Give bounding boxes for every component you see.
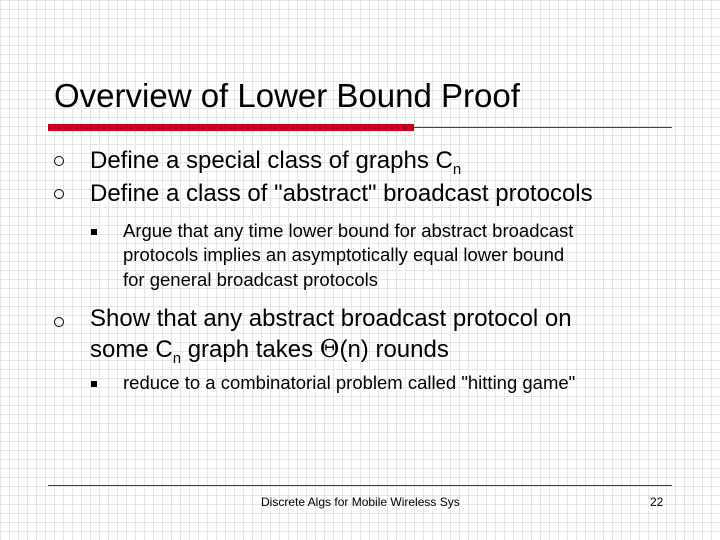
bullet-3-line-1: Show that any abstract broadcast protocol on [90, 305, 572, 332]
bullet-2: Define a class of "abstract" broadcast protocols [90, 180, 593, 207]
hollow-circle-bullet-icon [54, 317, 64, 327]
square-bullet-icon [91, 381, 97, 387]
bullet-3-text-c: (n) rounds [339, 336, 449, 363]
title-underline-thin [414, 127, 672, 128]
footer-rule [48, 485, 672, 486]
sub-bullet-line: for general broadcast protocols [123, 269, 379, 290]
bullet-3-text-a: some C [90, 336, 173, 363]
bullet-1-subscript: n [452, 161, 462, 178]
sub-bullet-line: protocols implies an asymptotically equal lower bound [123, 244, 565, 265]
hollow-circle-bullet-icon [54, 189, 64, 199]
title-underline-thick [48, 124, 414, 131]
bullet-1-text: Define a special class of graphs C [90, 147, 453, 174]
bullet-1 [90, 146, 461, 179]
bullet-3-line-2 [90, 334, 449, 368]
square-bullet-icon [91, 229, 97, 235]
slide-title: Overview of Lower Bound Proof [54, 77, 520, 114]
bullet-3-text-b: graph takes [181, 336, 320, 363]
bullet-3-subscript: n [172, 350, 182, 367]
sub-bullet-line: reduce to a combinatorial problem called "hitting game" [123, 372, 576, 393]
page-number: 22 [650, 495, 664, 509]
hollow-circle-bullet-icon [54, 156, 64, 166]
sub-bullet-line: Argue that any time lower bound for abstract broadcast [123, 220, 574, 241]
theta-symbol: Θ [319, 335, 340, 363]
footer-text: Discrete Algs for Mobile Wireless Sys [261, 495, 460, 509]
